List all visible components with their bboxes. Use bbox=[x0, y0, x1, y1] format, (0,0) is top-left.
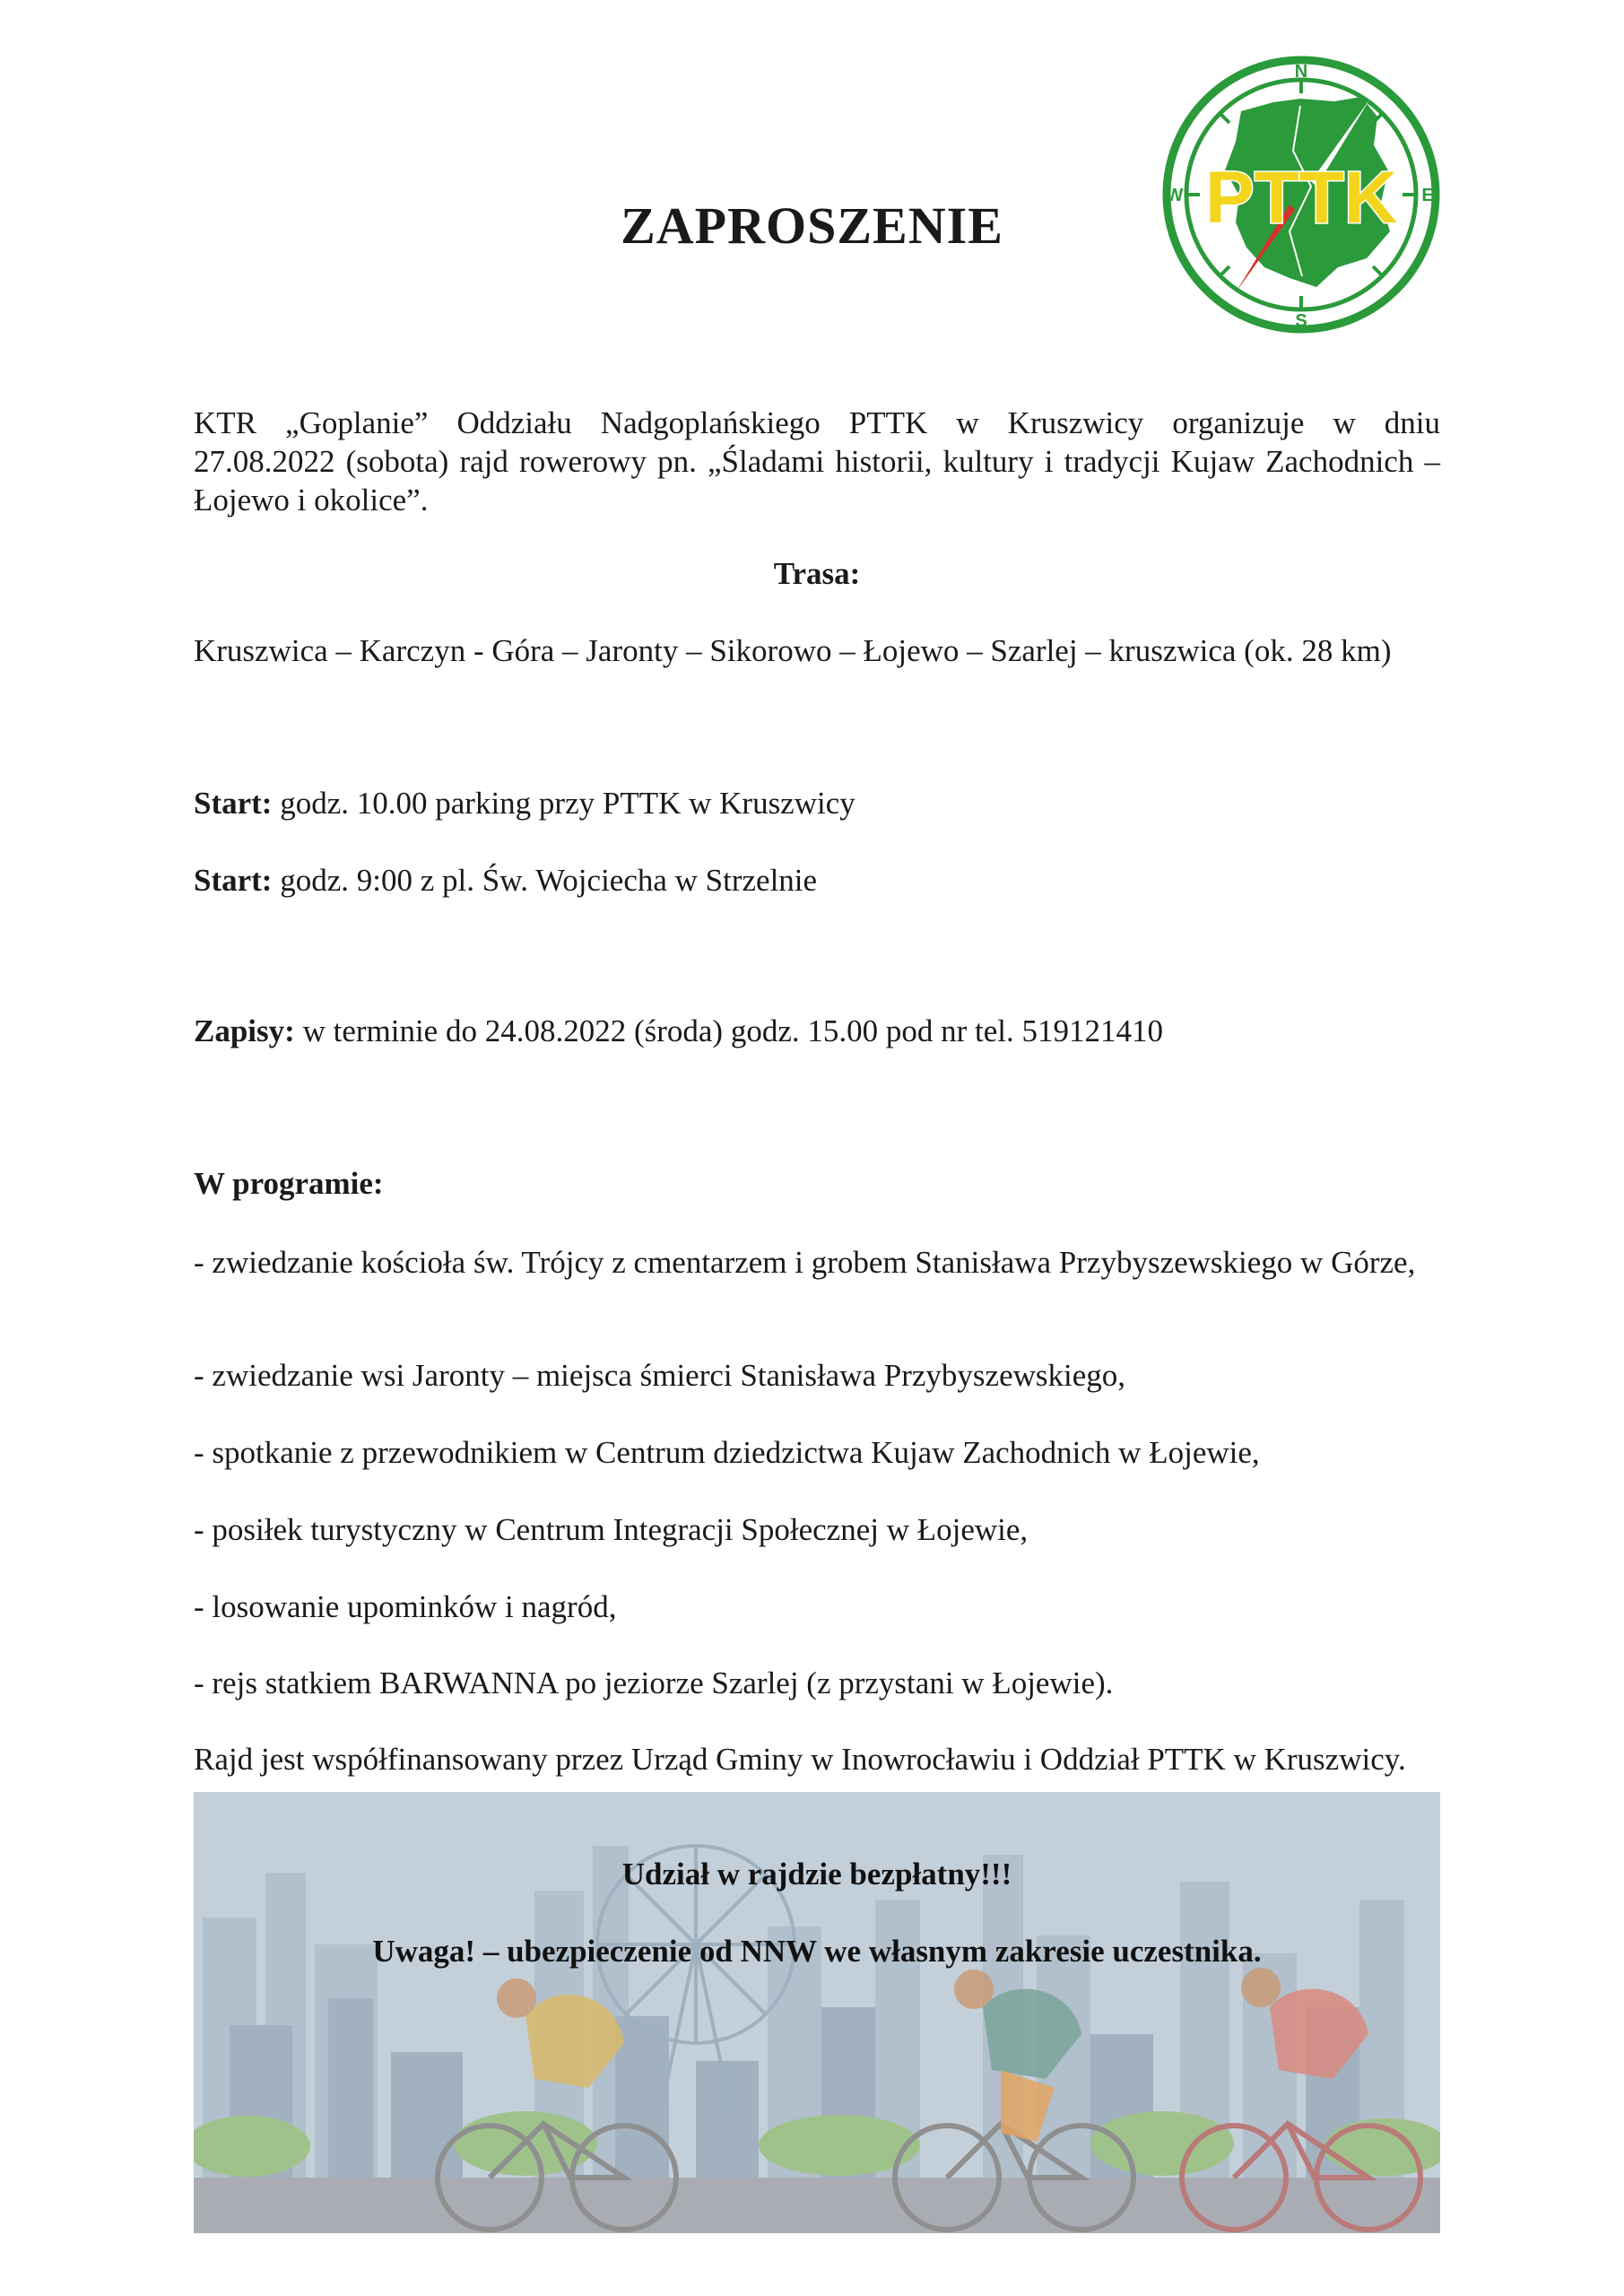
start-line-2: Start: godz. 9:00 z pl. Św. Wojciecha w Strzelnie bbox=[194, 863, 818, 898]
intro-paragraph bbox=[194, 404, 1440, 519]
pttk-logo bbox=[1159, 52, 1444, 337]
banner-free-participation: Udział w rajdzie bezpłatny!!! bbox=[621, 1857, 1012, 1892]
registration-label: Zapisy: bbox=[194, 1013, 295, 1048]
program-item: - zwiedzanie wsi Jaronty – miejsca śmierci Stanisława Przybyszewskiego, bbox=[194, 1358, 1126, 1393]
program-item: - rejs statkiem BARWANNA po jeziorze Szarlej (z przystani w Łojewie). bbox=[194, 1665, 1114, 1700]
program-item: - losowanie upominków i nagród, bbox=[194, 1589, 617, 1624]
cyclists-banner bbox=[194, 1792, 1440, 2233]
registration-line: Zapisy: w terminie do 24.08.2022 (środa) godz. 15.00 pod nr tel. 519121410 bbox=[194, 1013, 1164, 1048]
start-label: Start: bbox=[194, 786, 273, 821]
route-heading: Trasa: bbox=[773, 556, 861, 591]
compass-n-label: N bbox=[1294, 62, 1308, 82]
program-item: - spotkanie z przewodnikiem w Centrum dziedzictwa Kujaw Zachodnich w Łojewie, bbox=[194, 1435, 1260, 1470]
start-line-1: Start: godz. 10.00 parking przy PTTK w Kruszwicy bbox=[194, 786, 855, 821]
logo-text: PTTK bbox=[1204, 157, 1398, 239]
compass-s-label: S bbox=[1295, 311, 1307, 331]
program-item: - zwiedzanie kościoła św. Trójcy z cmentarzem i grobem Stanisława Przybyszewskiego w Górze, bbox=[194, 1245, 1416, 1280]
program-heading: W programie: bbox=[194, 1166, 384, 1201]
start-label: Start: bbox=[194, 863, 273, 898]
route-text: Kruszwica – Karczyn - Góra – Jaronty – Sikorowo – Łojewo – Szarlej – kruszwica (ok. 28 km) bbox=[194, 633, 1392, 668]
document-title: ZAPROSZENIE bbox=[621, 196, 1003, 255]
intro-rest: 27.08.2022 (sobota) rajd rowerowy pn. „Śladami historii, kultury i tradycji Kujaw Zachodnich – Łojewo i okolice”. bbox=[194, 444, 1440, 517]
compass-e-label: E bbox=[1421, 186, 1434, 205]
financing-note: Rajd jest współfinansowany przez Urząd Gminy w Inowrocławiu i Oddział PTTK w Kruszwicy. bbox=[194, 1742, 1406, 1777]
compass-w-label: W bbox=[1166, 186, 1184, 205]
banner-insurance-note: Uwaga! – ubezpieczenie od NNW we własnym zakresie uczestnika. bbox=[372, 1934, 1262, 1969]
intro-line-1: KTR „Goplanie” Oddziału Nadgoplańskiego PTTK w Kruszwicy organizuje w dniu bbox=[194, 405, 1440, 440]
program-item: - posiłek turystyczny w Centrum Integracji Społecznej w Łojewie, bbox=[194, 1512, 1029, 1547]
